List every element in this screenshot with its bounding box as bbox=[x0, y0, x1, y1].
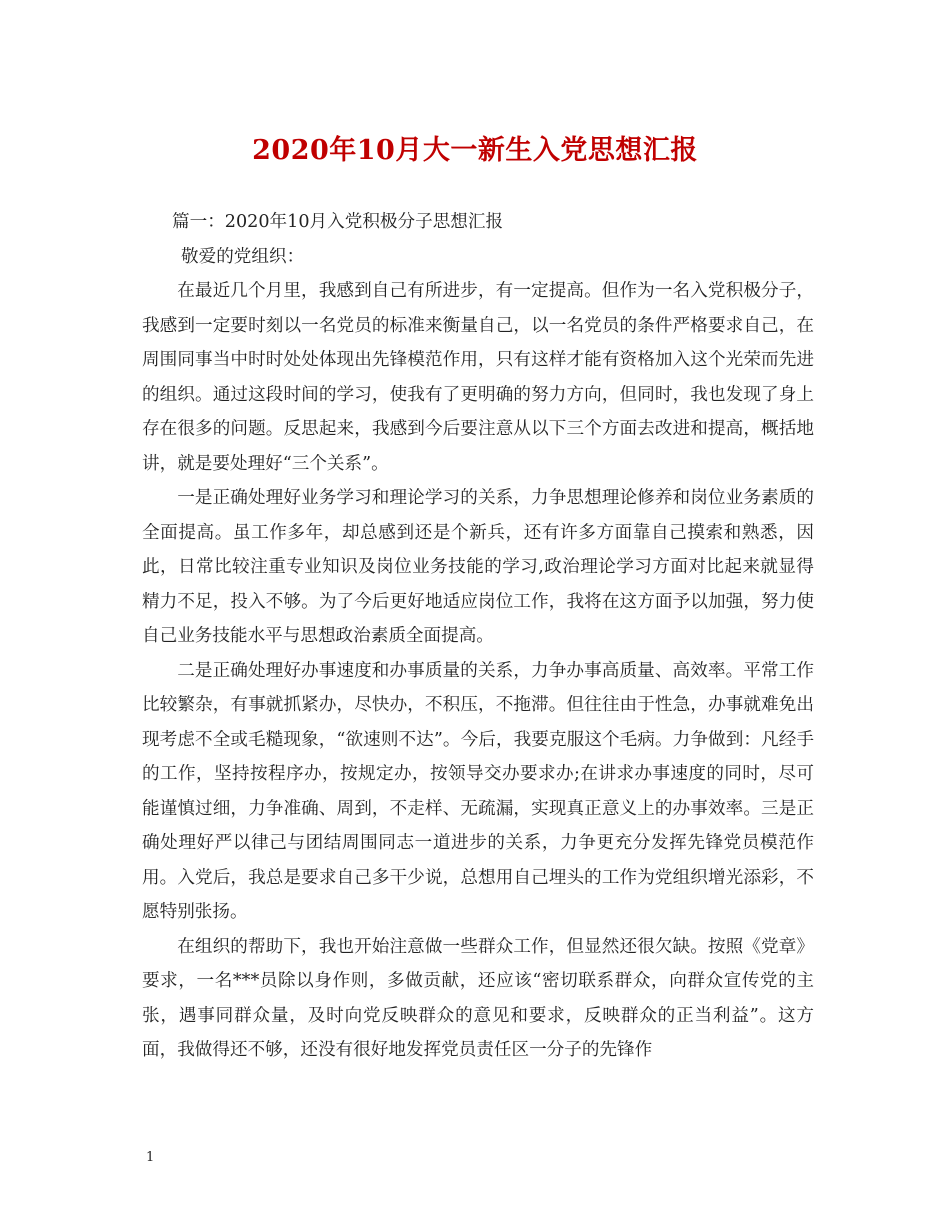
paragraph: 二是正确处理好办事速度和办事质量的关系，力争办事高质量、高效率。平常工作比较繁杂，有事就抓紧办，尽快办，不积压，不拖滞。但往往由于性急，办事就难免出现考虑不全或毛糙现象，“欲速则不达”。今后，我要克服这个毛病。力争做到：凡经手的工作，坚持按程序办，按规定办，按领导交办要求办;在讲求办事速度的同时，尽可能谨慎过细，力争准确、周到，不走样、无疏漏，实现真正意义上的办事效率。三是正确处理好严以律己与团结周围同志一道进步的关系，力争更充分发挥先锋党员模范作用。入党后，我总是要求自己多干少说，总想用自己埋头的工作为党组织增光添彩，不愿特别张扬。 bbox=[142, 660, 814, 922]
salutation: 敬爱的党组织： bbox=[181, 246, 305, 267]
section-subtitle: 篇一：2020年10月入党积极分子思想汇报 bbox=[172, 212, 504, 232]
paragraph: 在最近几个月里，我感到自己有所进步，有一定提高。但作为一名入党积极分子，我感到一定要时刻以一名党员的标准来衡量自己，以一名党员的条件严格要求自己，在周围同事当中时时处处体现出先锋模范作用，只有这样才能有资格加入这个光荣而先进的组织。通过这段时间的学习，使我有了更明确的努力方向，但同时，我也发现了身上存在很多的问题。反思起来，我感到今后要注意从以下三个方面去改进和提高，概括地讲，就是要处理好“三个关系”。 bbox=[142, 281, 814, 474]
page-number: 1 bbox=[146, 1150, 155, 1165]
document-title: 2020年10月大一新生入党思想汇报 bbox=[252, 135, 698, 166]
paragraph: 在组织的帮助下，我也开始注意做一些群众工作，但显然还很欠缺。按照《党章》要求，一名***员除以身作则，多做贡献，还应该“密切联系群众，向群众宣传党的主张，遇事同群众量，及时向党反映群众的意见和要求，反映群众的正当利益”。这方面，我做得还不够，还没有很好地发挥党员责任区一分子的先锋作 bbox=[142, 936, 814, 1060]
document-body bbox=[142, 205, 814, 1068]
paragraph: 一是正确处理好业务学习和理论学习的关系，力争思想理论修养和岗位业务素质的全面提高。虽工作多年，却总感到还是个新兵，还有许多方面靠自己摸索和熟悉，因此，日常比较注重专业知识及岗位业务技能的学习,政治理论学习方面对比起来就显得精力不足，投入不够。为了今后更好地适应岗位工作，我将在这方面予以加强，努力使自己业务技能水平与思想政治素质全面提高。 bbox=[142, 488, 814, 646]
